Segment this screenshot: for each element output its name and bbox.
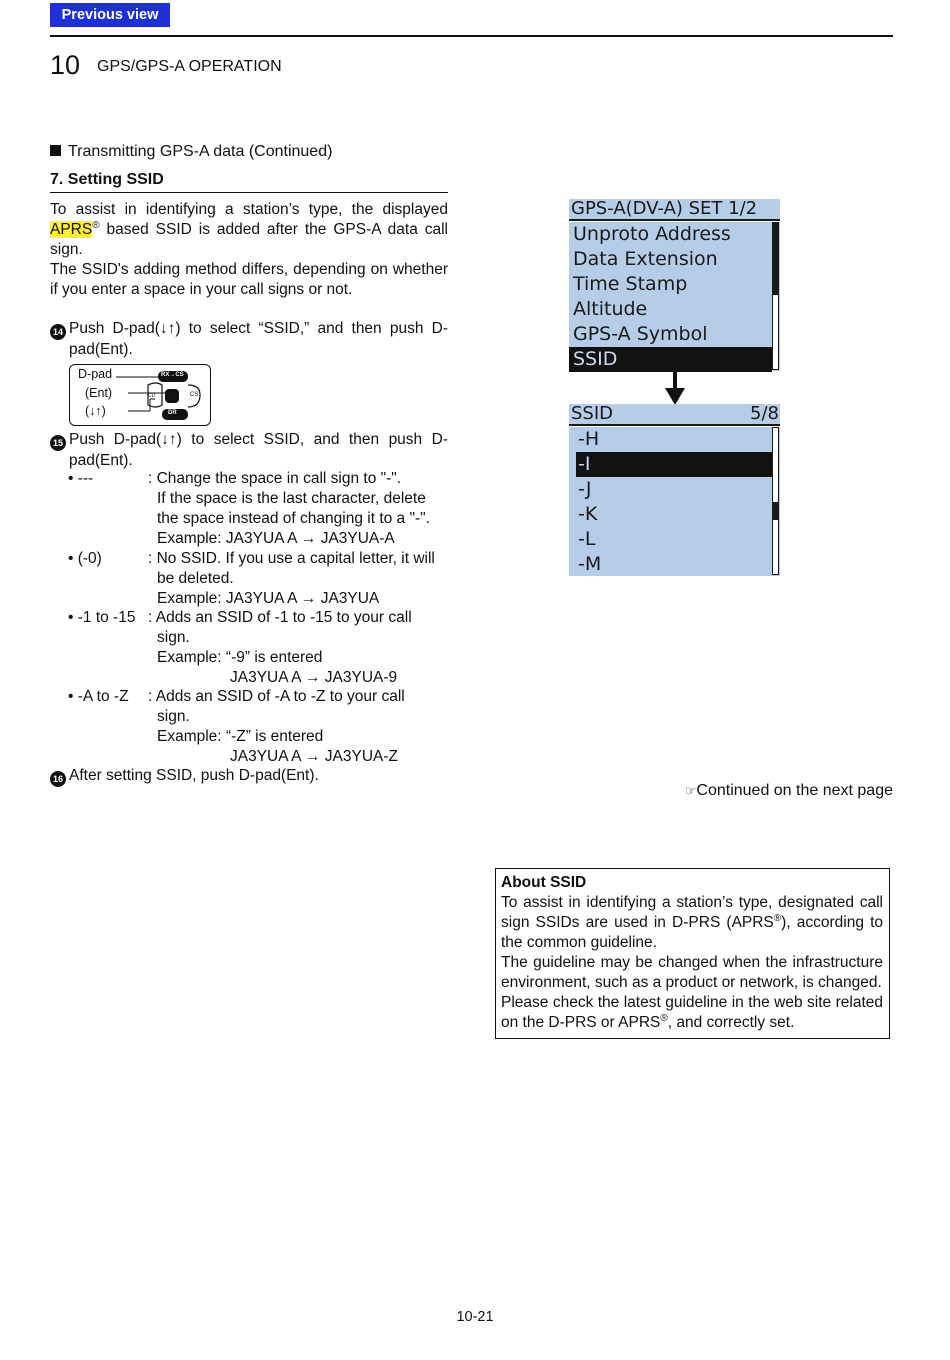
option-line: : No SSID. If you use a capital letter, it will [148, 550, 435, 567]
option-example: Example: JA3YUA A → JA3YUA-A [157, 530, 395, 547]
about-box-paragraph-2: The guideline may be changed when the infrastructure environment, such as a product or network, is changed. [501, 954, 883, 991]
step-15 [50, 430, 448, 471]
dpad-arrows-label: (↓↑) [85, 404, 106, 418]
ssid-option-k[interactable]: -K [578, 503, 598, 525]
step-16 [50, 766, 448, 787]
step-number-14: 14 [50, 324, 66, 340]
menu-item-time-stamp[interactable]: Time Stamp [573, 273, 688, 295]
dpad-cs-button-label: CS [190, 392, 199, 398]
ssid-option-i-label: -I [578, 453, 591, 475]
intro-paragraph-1 [50, 200, 448, 260]
option-line: : Adds an SSID of -1 to -15 to your call [148, 609, 412, 626]
step-15-text: Push D-pad(↓↑) to select SSID, and then push D-pad(Ent). [69, 431, 448, 469]
screen1-title: GPS-A(DV-A) SET 1/2 [571, 198, 758, 219]
section-title: Transmitting GPS-A data (Continued) [68, 143, 333, 160]
about-box-paragraph-3 [501, 993, 883, 1033]
screen2-title: SSID [571, 403, 614, 424]
option-line: sign. [157, 708, 190, 725]
dpad-label: D-pad [78, 367, 113, 381]
screen2-scrollbar[interactable] [772, 427, 779, 575]
screen2-scroll-thumb[interactable] [773, 502, 778, 520]
option-line: : Adds an SSID of -A to -Z to your call [148, 688, 405, 705]
option-example: Example: “-9” is entered [157, 649, 323, 666]
subsection-rule [50, 192, 448, 193]
screen1-menu [569, 222, 780, 371]
aprs-highlight: APRS [50, 221, 93, 238]
menu-item-data-extension[interactable]: Data Extension [573, 248, 718, 270]
chapter-title: GPS/GPS-A OPERATION [97, 58, 282, 75]
option-line: the space instead of changing it to a "-". [157, 510, 430, 527]
option-line: : Change the space in call sign to "-". [148, 470, 402, 487]
screen1-scrollbar[interactable] [772, 222, 779, 370]
option-zero [68, 549, 448, 609]
registered-mark: ® [660, 1012, 668, 1024]
subsection-title: 7. Setting SSID [50, 171, 164, 188]
option-line: If the space is the last character, delete [157, 490, 426, 507]
dpad-diagram [69, 364, 211, 426]
about-ssid-box [495, 868, 890, 1039]
option-example: Example: JA3YUA A → JA3YUA [157, 590, 380, 607]
ssid-option-h[interactable]: -H [578, 428, 600, 450]
about-box-title: About SSID [501, 874, 587, 891]
dpad-icon [70, 365, 210, 425]
option-key: • -A to -Z [68, 688, 129, 705]
step-14 [50, 319, 448, 360]
step-16-text: After setting SSID, push D-pad(Ent). [69, 767, 319, 784]
about-p1-start: To assist in identifying a station’s type, designated call sign SSIDs are used in D-PRS (APRS [501, 894, 883, 931]
continued-text: Continued on the next page [696, 782, 893, 799]
option-example: Example: “-Z” is entered [157, 728, 324, 745]
intro-paragraph-2: The SSID's adding method differs, depending on whether if you enter a space in your call signs or not. [50, 261, 448, 298]
option-example-result: JA3YUA A → JA3YUA-9 [230, 669, 398, 686]
screen2-ssid-list [569, 427, 780, 576]
option-dashes [68, 469, 448, 549]
about-p3-end: , and correctly set. [667, 1014, 795, 1031]
chapter-number: 10 [50, 50, 81, 80]
option-key: • (-0) [68, 550, 102, 567]
option-key: • --- [68, 470, 94, 487]
option-key: • -1 to -15 [68, 609, 136, 626]
header-rule [50, 35, 893, 37]
dpad-cd-button-label: CD [148, 393, 156, 399]
intro-p1-start: To assist in identifying a station’s type, the displayed [50, 201, 448, 218]
section-heading [50, 143, 332, 161]
ssid-option-m[interactable]: -M [578, 553, 602, 575]
step-number-16: 16 [50, 771, 66, 787]
pointing-hand-icon: ☞ [684, 784, 697, 799]
dpad-rxcs-button-label: RX→CS [161, 372, 184, 378]
intro-p1-end: based SSID is added after the GPS-A data call sign. [50, 221, 448, 258]
registered-mark: ® [773, 912, 782, 924]
ssid-option-j[interactable]: -J [578, 478, 592, 500]
option-alpha [68, 687, 448, 767]
option-line: sign. [157, 629, 190, 646]
ssid-option-l[interactable]: -L [578, 528, 596, 550]
menu-item-unproto-address[interactable]: Unproto Address [573, 223, 731, 245]
about-p1-end: ), according to the common guideline. [501, 914, 884, 951]
previous-view-button[interactable]: Previous view [50, 3, 170, 27]
square-bullet-icon [50, 145, 61, 156]
page-number: 10-21 [456, 1309, 494, 1325]
option-numeric [68, 608, 448, 688]
menu-item-gps-a-symbol[interactable]: GPS-A Symbol [573, 323, 708, 345]
menu-item-ssid[interactable]: SSID [569, 347, 772, 372]
screen1-title-bar [569, 199, 780, 221]
option-line: be deleted. [157, 570, 234, 587]
screen2-page-indicator: 5/8 [750, 403, 779, 424]
continued-note [685, 782, 893, 800]
ssid-option-i[interactable] [576, 452, 772, 477]
option-example-result: JA3YUA A → JA3YUA-Z [230, 748, 398, 765]
menu-item-altitude[interactable]: Altitude [573, 298, 648, 320]
intro-text [50, 200, 448, 300]
arrow-down-icon [664, 370, 686, 406]
screen2-title-bar [569, 404, 780, 426]
step-number-15: 15 [50, 435, 66, 451]
step-14-text: Push D-pad(↓↑) to select “SSID,” and then push D-pad(Ent). [69, 320, 448, 358]
about-box-paragraph-1 [501, 893, 883, 953]
registered-mark: ® [92, 219, 100, 231]
dpad-ent-label: (Ent) [85, 386, 113, 400]
screen1-scroll-thumb[interactable] [773, 223, 778, 295]
dpad-dr-button-label: DR [168, 410, 177, 416]
about-p3-start: Please check the latest guideline in the web site related on the D-PRS or APRS [501, 994, 883, 1031]
